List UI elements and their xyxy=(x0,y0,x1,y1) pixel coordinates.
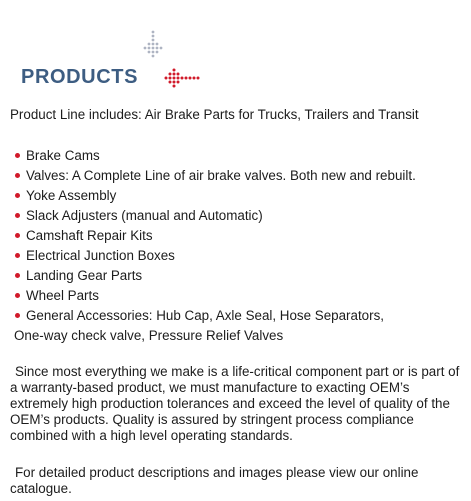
list-item xyxy=(15,146,416,166)
product-list xyxy=(15,146,416,346)
list-item-label: Valves: A Complete Line of air brake valves. Both new and rebuilt. xyxy=(26,168,416,183)
list-item xyxy=(15,266,416,286)
bullet-icon xyxy=(15,293,20,298)
bullet-icon xyxy=(15,173,20,178)
list-item-label: Yoke Assembly xyxy=(26,188,117,203)
quality-paragraph: Since most everything we make is a life-critical component part or is part of a warranty-based product, we must manufacture to exacting OEM’s extremely high production tolerances and exceed the level of quality of the OEM’s products. Quality is assured by stringent process compliance combined with a high level operating standards. xyxy=(10,364,460,443)
dotted-arrow-down-icon xyxy=(141,30,165,60)
list-item-label: Camshaft Repair Kits xyxy=(26,228,153,243)
bullet-icon xyxy=(15,313,20,318)
list-item xyxy=(15,286,416,306)
list-item-label: Wheel Parts xyxy=(26,288,99,303)
bullet-icon xyxy=(15,233,20,238)
bullet-icon xyxy=(15,153,20,158)
dotted-arrow-right-icon xyxy=(164,67,204,89)
list-item xyxy=(15,166,416,186)
list-item-label: Electrical Junction Boxes xyxy=(26,248,175,263)
product-line-intro: Product Line includes: Air Brake Parts for Trucks, Trailers and Transit xyxy=(10,107,419,122)
accessories-line-1: General Accessories: Hub Cap, Axle Seal, Hose Separators, xyxy=(26,308,385,323)
bullet-icon xyxy=(15,273,20,278)
page-title: PRODUCTS xyxy=(21,66,139,88)
catalogue-paragraph: For detailed product descriptions and images please view our online catalogue. xyxy=(10,465,419,496)
list-item-accessories xyxy=(15,306,416,346)
list-item-label: Landing Gear Parts xyxy=(26,268,143,283)
bullet-icon xyxy=(15,253,20,258)
list-item xyxy=(15,186,416,206)
list-item-label: Slack Adjusters (manual and Automatic) xyxy=(26,208,263,223)
list-item xyxy=(15,246,416,266)
list-item-label: Brake Cams xyxy=(26,148,100,163)
list-item xyxy=(15,206,416,226)
products-header xyxy=(0,0,471,100)
accessories-line-2: One-way check valve, Pressure Relief Valves xyxy=(14,328,284,343)
bullet-icon xyxy=(15,193,20,198)
list-item xyxy=(15,226,416,246)
bullet-icon xyxy=(15,213,20,218)
